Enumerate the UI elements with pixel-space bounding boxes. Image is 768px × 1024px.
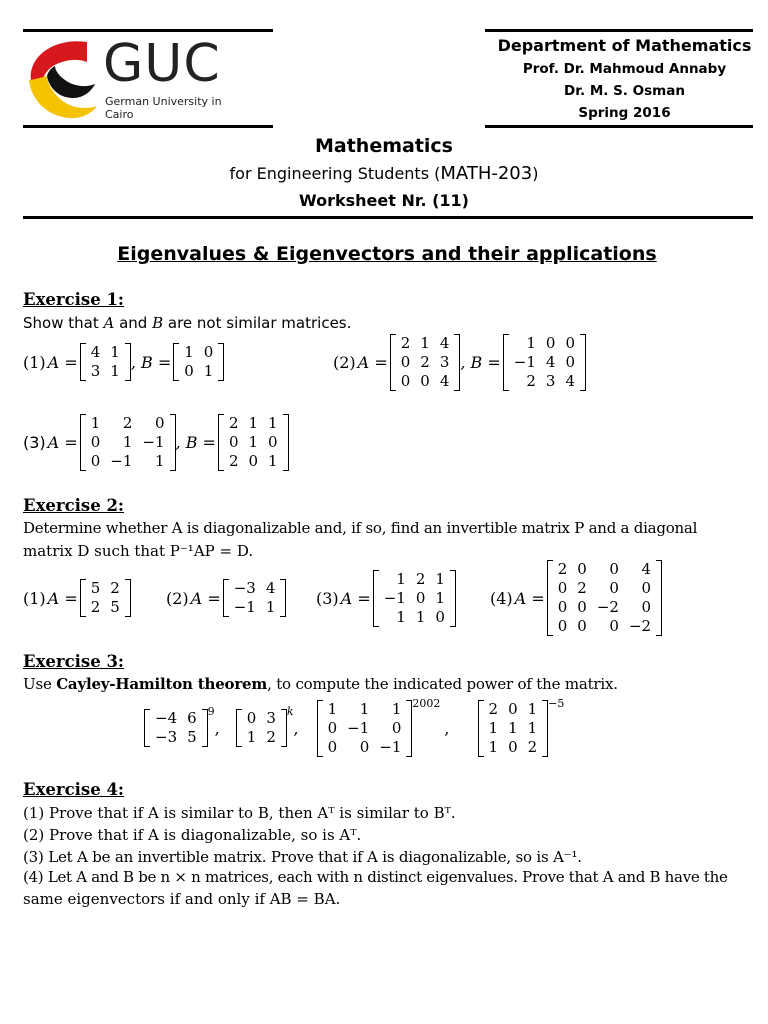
- ex2-p3-label: (3): [316, 588, 339, 608]
- ex1-title: Exercise 1:: [23, 290, 125, 309]
- matrix-cell: 1: [265, 598, 276, 616]
- ex1-p1-eq-b: , B =: [130, 352, 172, 372]
- matrix-cell: 1: [246, 728, 257, 746]
- matrix-cell: −1: [233, 598, 256, 616]
- matrix-cell: 0: [565, 352, 575, 371]
- term: Spring 2016: [578, 105, 671, 121]
- matrix-cell: 1: [508, 718, 518, 737]
- matrix-cell: 1: [327, 699, 338, 718]
- matrix-cell: 3: [90, 362, 101, 380]
- course-subtitle-suffix: ): [532, 164, 539, 183]
- doctor: Dr. M. S. Osman: [564, 83, 685, 99]
- matrix: [218, 414, 289, 471]
- matrix: [478, 700, 549, 757]
- logo-mark-icon: [25, 36, 105, 120]
- ex3-power-1: 9: [207, 705, 215, 718]
- course-subtitle: [0, 163, 768, 184]
- matrix-cell: 2: [90, 598, 101, 616]
- matrix-cell: 0: [609, 579, 619, 597]
- matrix: [547, 560, 662, 636]
- ex4-line5: same eigenvectors if and only if AB = BA.: [23, 890, 341, 908]
- matrix-cell: 2: [228, 413, 239, 432]
- ex1-part1: [23, 342, 224, 382]
- matrix-cell: 0: [577, 617, 587, 635]
- matrix-cell: 1: [527, 699, 538, 718]
- matrix-cell: 1: [268, 413, 278, 432]
- matrix-cell: −3: [155, 728, 178, 746]
- matrix-cell: 4: [565, 371, 575, 390]
- matrix-cell: 2: [557, 560, 568, 578]
- ex1-statement: [23, 312, 351, 334]
- matrix: [503, 334, 586, 391]
- professor: Prof. Dr. Mahmoud Annaby: [522, 61, 727, 77]
- matrix-cell: 4: [545, 352, 556, 371]
- logo-text: GUC: [103, 34, 221, 94]
- matrix-cell: 2: [400, 333, 411, 352]
- matrix-cell: 1: [527, 718, 538, 737]
- course-code: MATH-203: [440, 163, 533, 184]
- ex3-power-4: −5: [548, 697, 565, 710]
- matrix-cell: −1: [379, 737, 402, 756]
- matrix-cell: 0: [415, 588, 426, 607]
- matrix-cell: 0: [154, 413, 165, 432]
- ex2-part3: [316, 568, 456, 628]
- matrix: [317, 700, 413, 757]
- ex2-line2: matrix D such that P⁻¹AP = D.: [23, 542, 254, 560]
- matrix-cell: 1: [435, 588, 445, 607]
- header-rule-top-left: [23, 29, 273, 32]
- matrix-cell: 2: [122, 413, 133, 432]
- ex2-p1-label: (1): [23, 588, 46, 608]
- ex3-matrices: [144, 697, 564, 759]
- matrix-cell: 0: [246, 709, 257, 727]
- matrix-cell: 0: [228, 432, 239, 451]
- matrix: [390, 334, 461, 391]
- matrix-cell: 1: [488, 718, 499, 737]
- ex2-part2: [166, 578, 286, 618]
- ex4-line2: (2) Prove that if A is diagonalizable, so is Aᵀ.: [23, 826, 362, 844]
- ex3-statement: [23, 673, 618, 695]
- matrix-cell: 2: [266, 728, 276, 746]
- matrix-cell: 4: [641, 560, 652, 578]
- matrix-cell: −1: [142, 432, 165, 451]
- matrix-cell: −2: [596, 598, 619, 616]
- matrix-cell: 0: [248, 451, 259, 470]
- matrix-cell: 0: [359, 737, 370, 756]
- matrix-cell: 1: [203, 362, 214, 380]
- matrix-cell: 1: [526, 333, 536, 352]
- matrix-cell: 1: [154, 451, 165, 470]
- matrix: [236, 709, 287, 747]
- matrix-cell: −1: [513, 352, 536, 371]
- ex1-p2-label: (2): [333, 352, 356, 372]
- matrix-cell: 0: [508, 737, 518, 756]
- matrix-cell: 1: [248, 413, 259, 432]
- ex1-text-and: and: [114, 314, 153, 332]
- matrix-cell: 1: [184, 343, 194, 361]
- matrix-cell: 4: [265, 579, 276, 597]
- matrix-cell: 1: [435, 569, 445, 588]
- matrix-cell: 0: [557, 579, 568, 597]
- matrix-cell: −1: [383, 588, 406, 607]
- ex1-p1-eq-a: A =: [47, 352, 78, 372]
- matrix-cell: 2: [526, 371, 536, 390]
- worksheet-number: Worksheet Nr. (11): [299, 191, 469, 210]
- course-rule: [23, 216, 753, 219]
- logo-subtitle: German University in Cairo: [105, 95, 222, 121]
- matrix-cell: 3: [545, 371, 556, 390]
- matrix-cell: −4: [155, 709, 178, 727]
- matrix: [80, 343, 131, 381]
- matrix-cell: 0: [609, 560, 619, 578]
- matrix-cell: 1: [415, 607, 426, 626]
- ex3-title: Exercise 3:: [23, 652, 125, 671]
- matrix-cell: 0: [577, 598, 587, 616]
- matrix: [173, 343, 224, 381]
- ex2-line1: Determine whether A is diagonalizable and, if so, find an invertible matrix P and a diagonal: [23, 519, 698, 537]
- ex2-p4-eq-a: A =: [514, 588, 545, 608]
- matrix-cell: 0: [268, 432, 278, 451]
- ex4-line1: (1) Prove that if A is similar to B, then Aᵀ is similar to Bᵀ.: [23, 804, 456, 822]
- matrix-cell: 3: [439, 352, 450, 371]
- matrix-cell: 6: [187, 709, 197, 727]
- matrix-cell: 4: [439, 371, 450, 390]
- matrix: [80, 414, 176, 471]
- matrix-cell: 2: [488, 699, 499, 718]
- ex3-text-post: , to compute the indicated power of the matrix.: [267, 675, 618, 693]
- ex1-var-a: A: [103, 314, 115, 332]
- matrix-cell: 0: [565, 333, 575, 352]
- matrix-cell: 0: [508, 699, 518, 718]
- matrix-cell: 5: [90, 579, 101, 597]
- matrix-cell: 0: [545, 333, 556, 352]
- ex2-p3-eq-a: A =: [340, 588, 371, 608]
- matrix: [223, 579, 287, 617]
- matrix-cell: 1: [110, 343, 120, 361]
- header-rule-bottom-left: [23, 125, 273, 128]
- matrix-cell: 1: [90, 413, 101, 432]
- matrix-cell: 0: [400, 371, 411, 390]
- matrix-cell: 0: [435, 607, 445, 626]
- ex3-text-pre: Use: [23, 675, 57, 693]
- ex1-p2-eq-b: , B =: [460, 352, 501, 372]
- matrix-cell: 2: [415, 569, 426, 588]
- matrix-cell: 0: [90, 451, 101, 470]
- ex1-part3: [23, 412, 289, 472]
- ex2-part4: [490, 558, 662, 638]
- ex1-text-b: are not similar matrices.: [163, 314, 352, 332]
- ex3-sep-1: ,: [214, 718, 220, 738]
- matrix-cell: 5: [187, 728, 197, 746]
- matrix-cell: 0: [400, 352, 411, 371]
- matrix-cell: −1: [347, 718, 370, 737]
- header-rule-bottom-right: [485, 125, 753, 128]
- ex1-part2: [333, 332, 586, 392]
- matrix-cell: 0: [641, 579, 652, 597]
- matrix-cell: 1: [488, 737, 499, 756]
- topic-heading: Eigenvalues & Eigenvectors and their applications: [117, 243, 657, 265]
- logo: [25, 36, 240, 122]
- matrix-cell: 1: [110, 362, 120, 380]
- matrix-cell: 1: [122, 432, 133, 451]
- ex2-p2-label: (2): [166, 588, 189, 608]
- ex4-title: Exercise 4:: [23, 780, 125, 799]
- ex1-p1-label: (1): [23, 352, 46, 372]
- ex3-sep-2: ,: [293, 718, 299, 738]
- matrix-cell: 1: [396, 569, 406, 588]
- matrix-cell: −3: [233, 579, 256, 597]
- header-rule-top-right: [485, 29, 753, 32]
- matrix-cell: 2: [110, 579, 120, 597]
- department: Department of Mathematics: [497, 36, 752, 55]
- matrix-cell: 1: [268, 451, 278, 470]
- course-subtitle-prefix: for Engineering Students (: [229, 164, 441, 183]
- ex2-part1: [23, 578, 131, 618]
- matrix-cell: −1: [110, 451, 133, 470]
- ex3-text-bold: Cayley-Hamilton theorem: [56, 675, 268, 693]
- matrix-cell: 2: [577, 579, 587, 597]
- ex3-sep-3: ,: [444, 718, 450, 738]
- ex4-line4: (4) Let A and B be n × n matrices, each with n distinct eigenvalues. Prove that A and B have the: [23, 868, 728, 886]
- matrix-cell: −2: [628, 617, 652, 635]
- ex2-title: Exercise 2:: [23, 496, 125, 515]
- matrix-cell: 1: [248, 432, 259, 451]
- matrix-cell: 1: [420, 333, 430, 352]
- matrix-cell: 1: [396, 607, 406, 626]
- ex2-p4-label: (4): [490, 588, 513, 608]
- matrix-cell: 0: [609, 617, 619, 635]
- matrix-cell: 4: [439, 333, 450, 352]
- course-title: Mathematics: [314, 135, 453, 157]
- matrix-cell: 4: [90, 343, 101, 361]
- ex2-p1-eq-a: A =: [47, 588, 78, 608]
- matrix-cell: 2: [420, 352, 430, 371]
- ex3-power-3: 2002: [412, 697, 441, 710]
- matrix: [373, 570, 456, 627]
- ex1-p2-eq-a: A =: [357, 352, 388, 372]
- ex2-p2-eq-a: A =: [190, 588, 221, 608]
- matrix-cell: 0: [641, 598, 652, 616]
- ex3-power-2: k: [286, 705, 294, 718]
- matrix-cell: 1: [391, 699, 402, 718]
- matrix-cell: 0: [420, 371, 430, 390]
- matrix-cell: 2: [228, 451, 239, 470]
- ex1-text-a: Show that: [23, 314, 104, 332]
- matrix-cell: 0: [90, 432, 101, 451]
- matrix-cell: 0: [327, 718, 338, 737]
- ex1-p3-eq-a: A =: [47, 432, 78, 452]
- matrix-cell: 1: [359, 699, 370, 718]
- matrix-cell: 0: [327, 737, 338, 756]
- matrix-cell: 0: [557, 617, 568, 635]
- matrix-cell: 3: [266, 709, 276, 727]
- matrix-cell: 0: [557, 598, 568, 616]
- ex4-line3: (3) Let A be an invertible matrix. Prove that if A is diagonalizable, so is A⁻¹.: [23, 848, 582, 866]
- ex1-p3-label: (3): [23, 432, 46, 452]
- matrix-cell: 2: [527, 737, 538, 756]
- matrix-cell: 0: [203, 343, 214, 361]
- matrix-cell: 0: [391, 718, 402, 737]
- matrix: [80, 579, 131, 617]
- ex1-var-b: B: [152, 314, 164, 332]
- matrix-cell: 5: [110, 598, 120, 616]
- matrix: [144, 709, 208, 747]
- ex1-p3-eq-b: , B =: [175, 432, 216, 452]
- matrix-cell: 0: [184, 362, 194, 380]
- matrix-cell: 0: [577, 560, 587, 578]
